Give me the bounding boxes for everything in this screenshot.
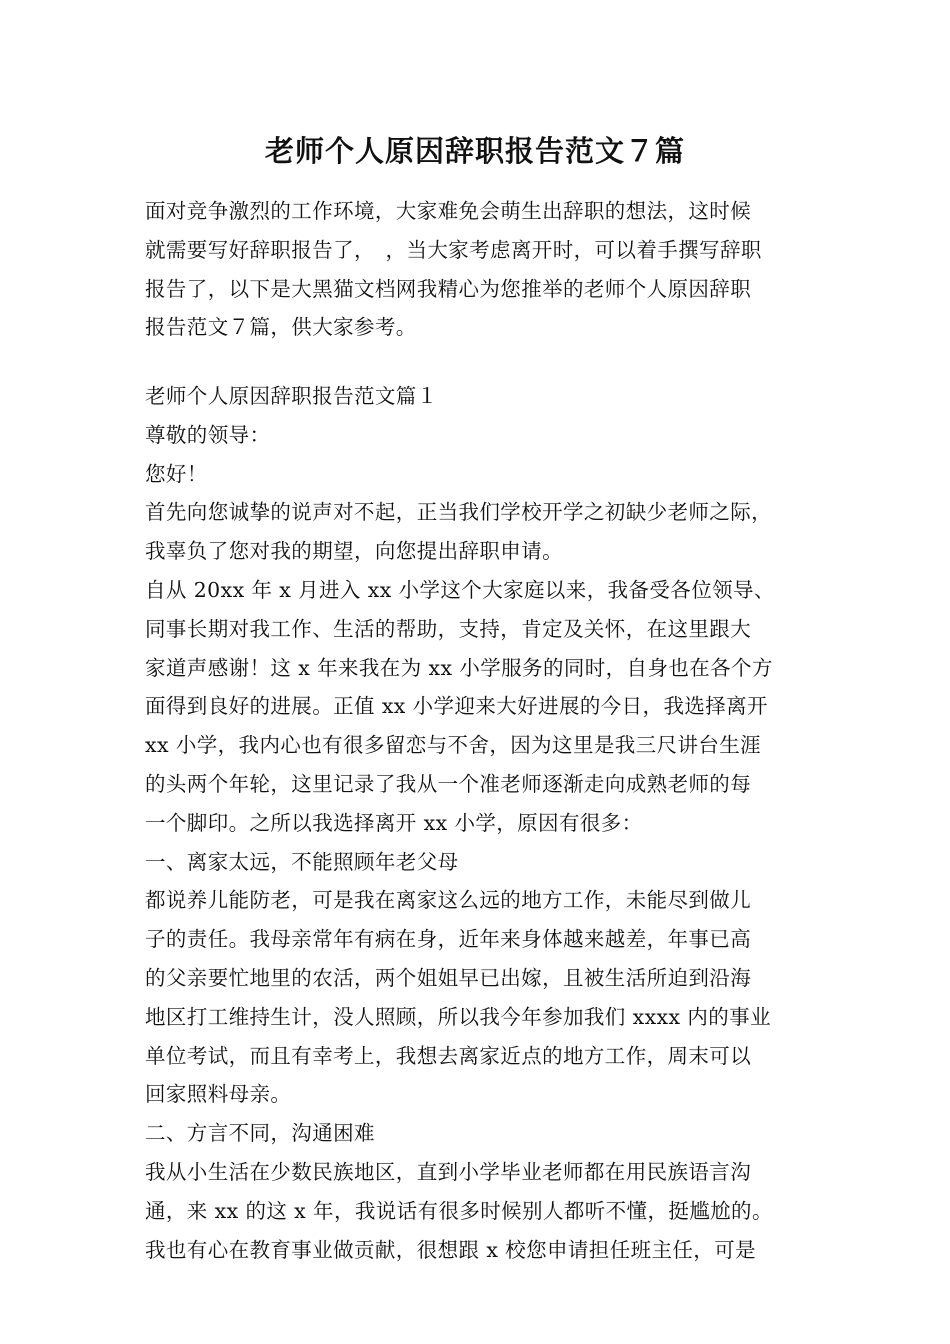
body-line: xx 小学，我内心也有很多留恋与不舍，因为这里是我三尺讲台生涯 <box>145 733 762 758</box>
reason-heading: 二、方言不同，沟通困难 <box>145 1121 375 1146</box>
body-line: 都说养儿能防老，可是我在离家这么远的地方工作，未能尽到做儿 <box>145 888 752 913</box>
body-line: 面得到良好的进展。正值 xx 小学迎来大好进展的今日，我选择离开 <box>145 694 768 719</box>
document-title: 老师个人原因辞职报告范文７篇 <box>264 134 685 168</box>
body-line: 一个脚印。之所以我选择离开 xx 小学，原因有很多： <box>145 810 643 835</box>
body-line: 回家照料母亲。 <box>145 1082 292 1107</box>
body-line: 地区打工维持生计，没人照顾，所以我今年参加我们 xxxx 内的事业 <box>145 1004 771 1029</box>
section-heading: 老师个人原因辞职报告范文篇１ <box>145 384 438 408</box>
reason-heading: 一、离家太远，不能照顾年老父母 <box>145 849 459 874</box>
body-line: 的头两个年轮，这里记录了我从一个准老师逐渐走向成熟老师的每 <box>145 771 752 796</box>
intro-paragraph <box>145 192 815 347</box>
body-line: 家道声感谢！这 x 年来我在为 xx 小学服务的同时，自身也在各个方 <box>145 655 773 680</box>
body-line: 自从 20xx 年 x 月进入 xx 小学这个大家庭以来，我备受各位领导、 <box>145 577 775 602</box>
intro-line: 就需要写好辞职报告了， ，当大家考虑离开时，可以着手撰写辞职 <box>145 237 762 262</box>
body-line: 我辜负了您对我的期望，向您提出辞职申请。 <box>145 539 563 564</box>
body-line: 首先向您诚挚的说声对不起，正当我们学校开学之初缺少老师之际， <box>145 500 772 525</box>
body-line: 的父亲要忙地里的农活，两个姐姐早已出嫁，且被生活所迫到沿海 <box>145 965 752 990</box>
intro-line: 报告范文７篇，供大家参考。 <box>145 315 417 340</box>
intro-line: 面对竞争激烈的工作环境，大家难免会萌生出辞职的想法，这时候 <box>145 199 752 223</box>
intro-line: 报告了，以下是大黑猫文档网我精心为您推举的老师个人原因辞职 <box>145 276 752 301</box>
body-line: 同事长期对我工作、生活的帮助，支持，肯定及关怀，在这里跟大 <box>145 616 752 641</box>
salutation: 尊敬的领导： <box>145 422 271 447</box>
body-line: 通，来 xx 的这 x 年，我说话有很多时候别人都听不懂，挺尴尬的。 <box>145 1198 773 1223</box>
letter-body <box>145 377 815 1269</box>
body-line: 我从小生活在少数民族地区，直到小学毕业老师都在用民族语言沟 <box>145 1159 752 1184</box>
body-line: 单位考试，而且有幸考上，我想去离家近点的地方工作，周末可以 <box>145 1043 752 1068</box>
body-line: 我也有心在教育事业做贡献，很想跟 x 校您申请担任班主任，可是 <box>145 1237 756 1262</box>
body-line: 子的责任。我母亲常年有病在身，近年来身体越来越差，年事已高 <box>145 927 752 952</box>
greeting: 您好！ <box>145 461 208 486</box>
